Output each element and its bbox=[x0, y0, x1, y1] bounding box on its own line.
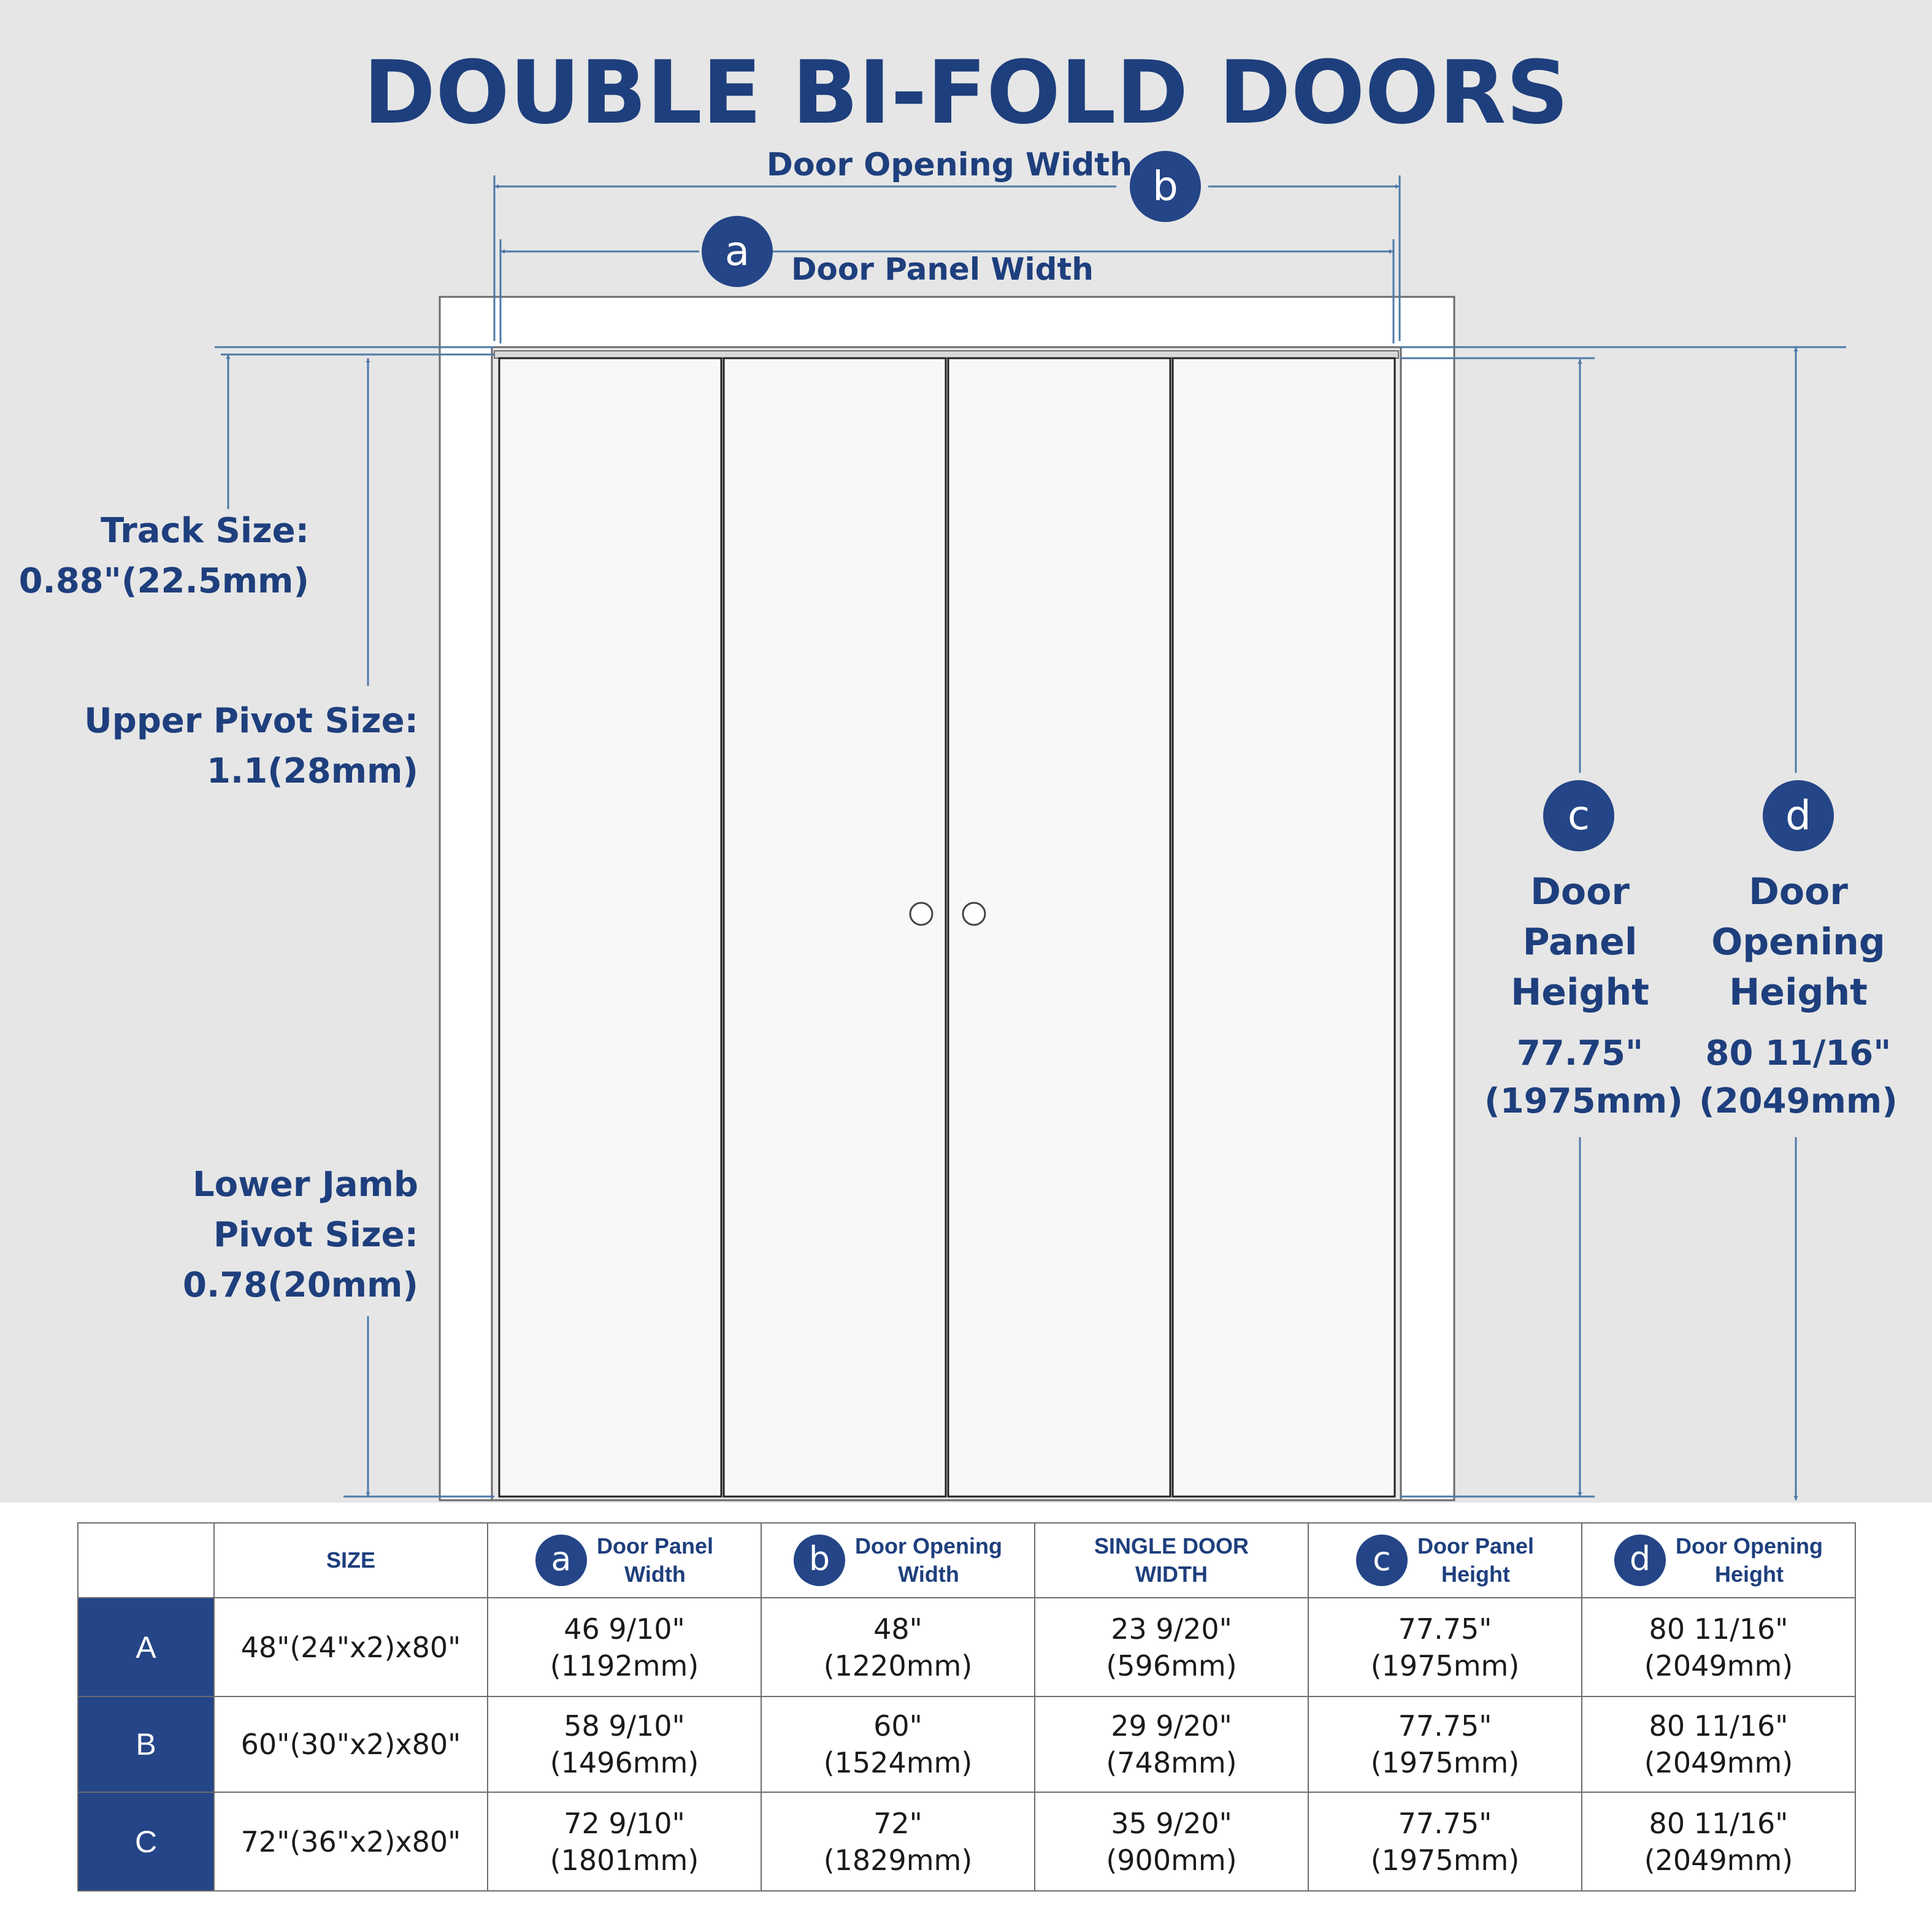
value-in: 46 9/10" bbox=[564, 1612, 685, 1646]
opening-height-line1: Door bbox=[1749, 870, 1848, 913]
opening-height-value-mm: (2049mm) bbox=[1699, 1081, 1898, 1121]
opening-height-line3: Height bbox=[1729, 971, 1868, 1014]
upper-pivot-value: 1.1(28mm) bbox=[206, 751, 418, 791]
row-single-door-width bbox=[1035, 1792, 1308, 1891]
value-mm: (1975mm) bbox=[1370, 1843, 1520, 1877]
value-in: 80 11/16" bbox=[1649, 1612, 1788, 1646]
value-mm: (1524mm) bbox=[823, 1746, 973, 1780]
row-id: C bbox=[78, 1792, 214, 1891]
header-opening-width-line1: Door Opening bbox=[855, 1533, 1002, 1559]
lower-jamb-label-2: Pivot Size: bbox=[213, 1215, 418, 1255]
header-blank bbox=[78, 1523, 214, 1598]
value-in: 80 11/16" bbox=[1649, 1806, 1788, 1840]
value-in: 23 9/20" bbox=[1111, 1612, 1232, 1646]
row-panel-width bbox=[488, 1696, 761, 1793]
badge-c-letter: c bbox=[1567, 792, 1590, 839]
header-panel-height-line1: Door Panel bbox=[1417, 1533, 1535, 1559]
value-mm: (1192mm) bbox=[550, 1649, 699, 1682]
panel-height-line2: Panel bbox=[1522, 921, 1638, 964]
row-id: B bbox=[78, 1696, 214, 1793]
header-panel-width-line2: Width bbox=[624, 1562, 686, 1587]
value-mm: (1975mm) bbox=[1370, 1746, 1520, 1780]
value-mm: (596mm) bbox=[1106, 1649, 1237, 1682]
door-panel-2 bbox=[724, 358, 946, 1497]
row-panel-height bbox=[1308, 1792, 1582, 1891]
table-header-row bbox=[78, 1523, 1855, 1598]
opening-height-line2: Opening bbox=[1711, 921, 1885, 964]
row-opening-height bbox=[1582, 1792, 1855, 1891]
row-single-door-width bbox=[1035, 1598, 1308, 1696]
header-single-line2: WIDTH bbox=[1135, 1562, 1208, 1587]
door-panel-3 bbox=[948, 358, 1170, 1497]
row-panel-width bbox=[488, 1792, 761, 1891]
panel-height-line3: Height bbox=[1511, 971, 1649, 1014]
panel-height-value-mm: (1975mm) bbox=[1484, 1081, 1683, 1121]
value-in: 72 9/10" bbox=[564, 1806, 685, 1840]
value-in: 58 9/10" bbox=[564, 1709, 685, 1743]
value-mm: (1496mm) bbox=[550, 1746, 699, 1780]
row-opening-width bbox=[761, 1696, 1035, 1793]
track-rail bbox=[494, 351, 1398, 358]
header-badge-a: a bbox=[535, 1535, 587, 1586]
row-size: 72"(36"x2)x80" bbox=[214, 1792, 488, 1891]
value-mm: (748mm) bbox=[1106, 1746, 1237, 1780]
row-opening-width bbox=[761, 1598, 1035, 1696]
header-single-door-width bbox=[1035, 1523, 1308, 1598]
header-badge-b: b bbox=[794, 1535, 845, 1586]
value-mm: (2049mm) bbox=[1644, 1649, 1793, 1682]
value-mm: (2049mm) bbox=[1644, 1746, 1793, 1780]
badge-d-letter: d bbox=[1785, 792, 1811, 839]
value-in: 60" bbox=[873, 1709, 922, 1743]
value-mm: (1801mm) bbox=[550, 1843, 699, 1877]
opening-width-label: Door Opening Width bbox=[766, 147, 1133, 183]
panel-width-label: Door Panel Width bbox=[791, 251, 1094, 287]
row-panel-height bbox=[1308, 1598, 1582, 1696]
value-mm: (900mm) bbox=[1106, 1843, 1237, 1877]
header-panel-height-line2: Height bbox=[1441, 1562, 1510, 1587]
header-opening-width-line2: Width bbox=[898, 1562, 959, 1587]
door-knob-right bbox=[963, 903, 985, 925]
header-single-line1: SINGLE DOOR bbox=[1094, 1533, 1249, 1559]
table-row bbox=[78, 1696, 1855, 1793]
door-knob-left bbox=[910, 903, 932, 925]
header-badge-d: d bbox=[1614, 1535, 1666, 1586]
value-in: 29 9/20" bbox=[1111, 1709, 1232, 1743]
row-size: 60"(30"x2)x80" bbox=[214, 1696, 488, 1793]
track-size-value: 0.88"(22.5mm) bbox=[18, 561, 309, 601]
lower-jamb-value: 0.78(20mm) bbox=[183, 1265, 418, 1305]
value-mm: (1829mm) bbox=[823, 1843, 973, 1877]
upper-pivot-label: Upper Pivot Size: bbox=[84, 701, 418, 741]
panel-height-line1: Door bbox=[1530, 870, 1630, 913]
header-panel-width-line1: Door Panel bbox=[596, 1533, 714, 1559]
value-in: 77.75" bbox=[1398, 1806, 1492, 1840]
table-row bbox=[78, 1792, 1855, 1891]
row-size: 48"(24"x2)x80" bbox=[214, 1598, 488, 1696]
value-in: 48" bbox=[873, 1612, 922, 1646]
lower-jamb-label-1: Lower Jamb bbox=[192, 1165, 418, 1205]
table-row bbox=[78, 1598, 1855, 1696]
value-in: 35 9/20" bbox=[1111, 1806, 1232, 1840]
row-panel-width bbox=[488, 1598, 761, 1696]
value-in: 77.75" bbox=[1398, 1612, 1492, 1646]
header-opening-width bbox=[761, 1523, 1035, 1598]
opening-height-value-in: 80 11/16" bbox=[1705, 1033, 1892, 1073]
header-opening-height-line2: Height bbox=[1714, 1562, 1784, 1587]
header-size: SIZE bbox=[214, 1523, 488, 1598]
header-panel-width bbox=[488, 1523, 761, 1598]
page-title: DOUBLE BI-FOLD DOORS bbox=[363, 42, 1569, 144]
value-in: 80 11/16" bbox=[1649, 1709, 1788, 1743]
badge-a-letter: a bbox=[724, 228, 750, 275]
header-badge-c: c bbox=[1356, 1535, 1408, 1586]
badge-b-letter: b bbox=[1152, 163, 1178, 210]
header-opening-height bbox=[1582, 1523, 1855, 1598]
header-opening-height-line1: Door Opening bbox=[1676, 1533, 1823, 1559]
row-panel-height bbox=[1308, 1696, 1582, 1793]
row-single-door-width bbox=[1035, 1696, 1308, 1793]
panel-height-value-in: 77.75" bbox=[1516, 1033, 1644, 1073]
size-spec-table bbox=[77, 1522, 1856, 1892]
row-opening-height bbox=[1582, 1598, 1855, 1696]
value-in: 72" bbox=[873, 1806, 922, 1840]
row-id: A bbox=[78, 1598, 214, 1696]
value-in: 77.75" bbox=[1398, 1709, 1492, 1743]
value-mm: (1220mm) bbox=[823, 1649, 973, 1682]
value-mm: (1975mm) bbox=[1370, 1649, 1520, 1682]
row-opening-width bbox=[761, 1792, 1035, 1891]
value-mm: (2049mm) bbox=[1644, 1843, 1793, 1877]
row-opening-height bbox=[1582, 1696, 1855, 1793]
door-panel-1 bbox=[499, 358, 721, 1497]
track-size-label: Track Size: bbox=[101, 511, 309, 551]
header-panel-height bbox=[1308, 1523, 1582, 1598]
door-panel-4 bbox=[1173, 358, 1395, 1497]
